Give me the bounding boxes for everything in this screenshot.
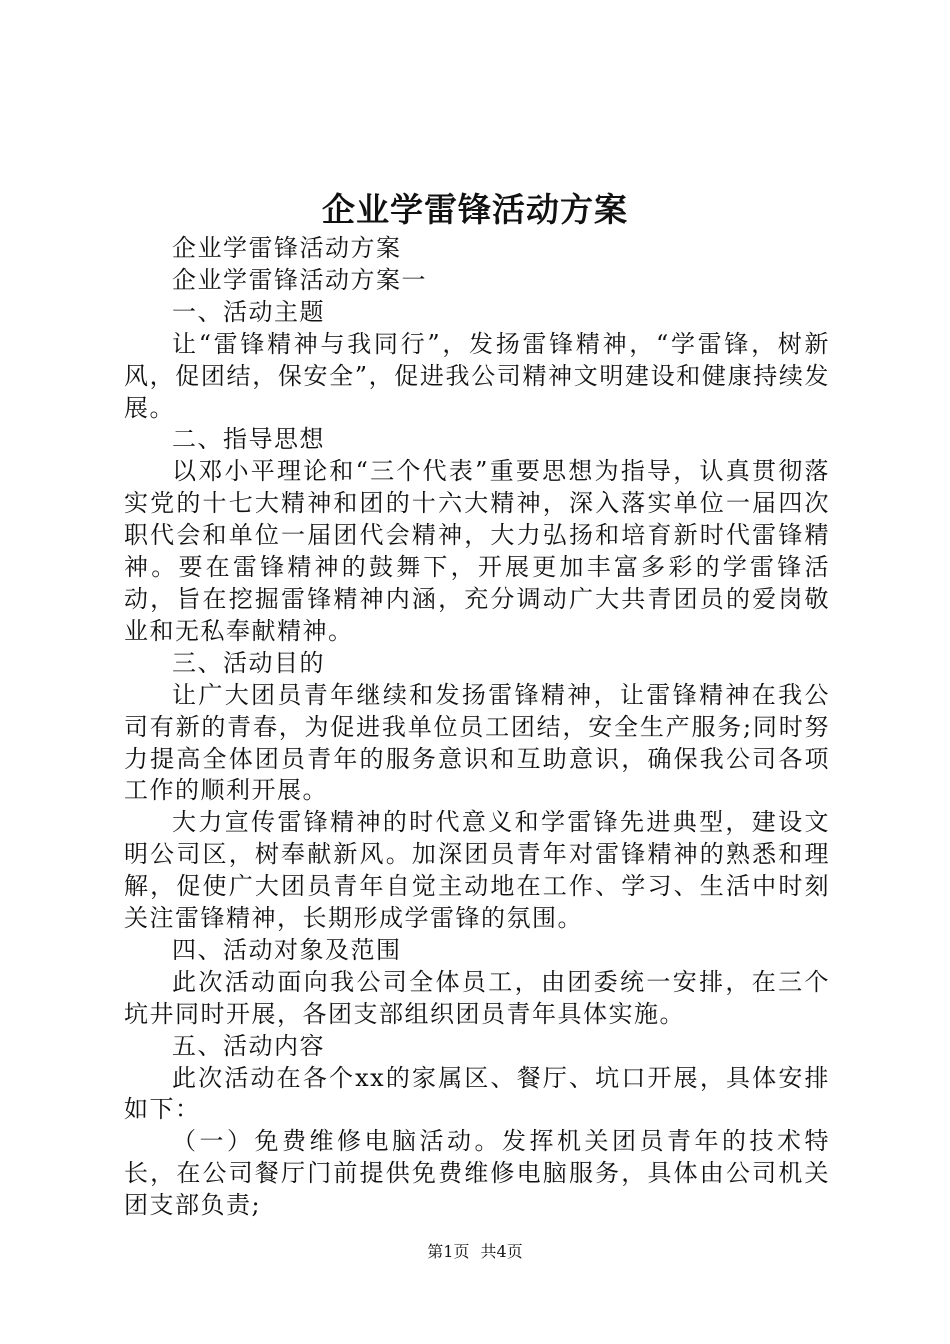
paragraph: 企业学雷锋活动方案一 <box>172 265 427 294</box>
paragraph: 大力宣传雷锋精神的时代意义和学雷锋先进典型，建设文明公司区，树奉献新风。加深团员青年对雷锋精神的熟悉和理解，促使广大团员青年自觉主动地在工作、学习、生活中时刻关注雷锋精神，长期形成学雷锋的氛围。 <box>124 808 830 933</box>
section-heading: 四、活动对象及范围 <box>172 935 402 964</box>
page-footer <box>0 1240 950 1264</box>
paragraph: 企业学雷锋活动方案 <box>172 234 402 262</box>
document-body <box>124 233 830 1222</box>
page-total: 共4页 <box>480 1242 523 1261</box>
section-heading: 五、活动内容 <box>172 1031 325 1060</box>
paragraph: （一）免费维修电脑活动。发挥机关团员青年的技术特长，在公司餐厅门前提供免费维修电脑服务，具体由公司机关团支部负责; <box>124 1127 830 1220</box>
paragraph: 让广大团员青年继续和发扬雷锋精神，让雷锋精神在我公司有新的青春，为促进我单位员工团结，安全生产服务;同时努力提高全体团员青年的服务意识和互助意识，确保我公司各项工作的顺利开展。 <box>124 680 830 805</box>
paragraph: 让“雷锋精神与我同行”，发扬雷锋精神，“学雷锋，树新风，促团结，保安全”，促进我公司精神文明建设和健康持续发展。 <box>124 329 830 422</box>
paragraph: 以邓小平理论和“三个代表”重要思想为指导，认真贯彻落实党的十七大精神和团的十六大精神，深入落实单位一届四次职代会和单位一届团代会精神，大力弘扬和培育新时代雷锋精神。要在雷锋精神的鼓舞下，开展更加丰富多彩的学雷锋活动，旨在挖掘雷锋精神内涵，充分调动广大共青团员的爱岗敬业和无私奉献精神。 <box>124 457 830 645</box>
paragraph: 此次活动面向我公司全体员工，由团委统一安排，在三个坑井同时开展，各团支部组织团员青年具体实施。 <box>124 967 830 1028</box>
paragraph: 此次活动在各个xx的家属区、餐厅、坑口开展，具体安排如下： <box>124 1063 830 1124</box>
section-heading: 一、活动主题 <box>172 297 325 326</box>
page-number: 第1页 <box>427 1242 470 1261</box>
document-title: 企业学雷锋活动方案 <box>322 190 628 229</box>
section-heading: 三、活动目的 <box>172 648 325 677</box>
section-heading: 二、指导思想 <box>172 425 325 454</box>
